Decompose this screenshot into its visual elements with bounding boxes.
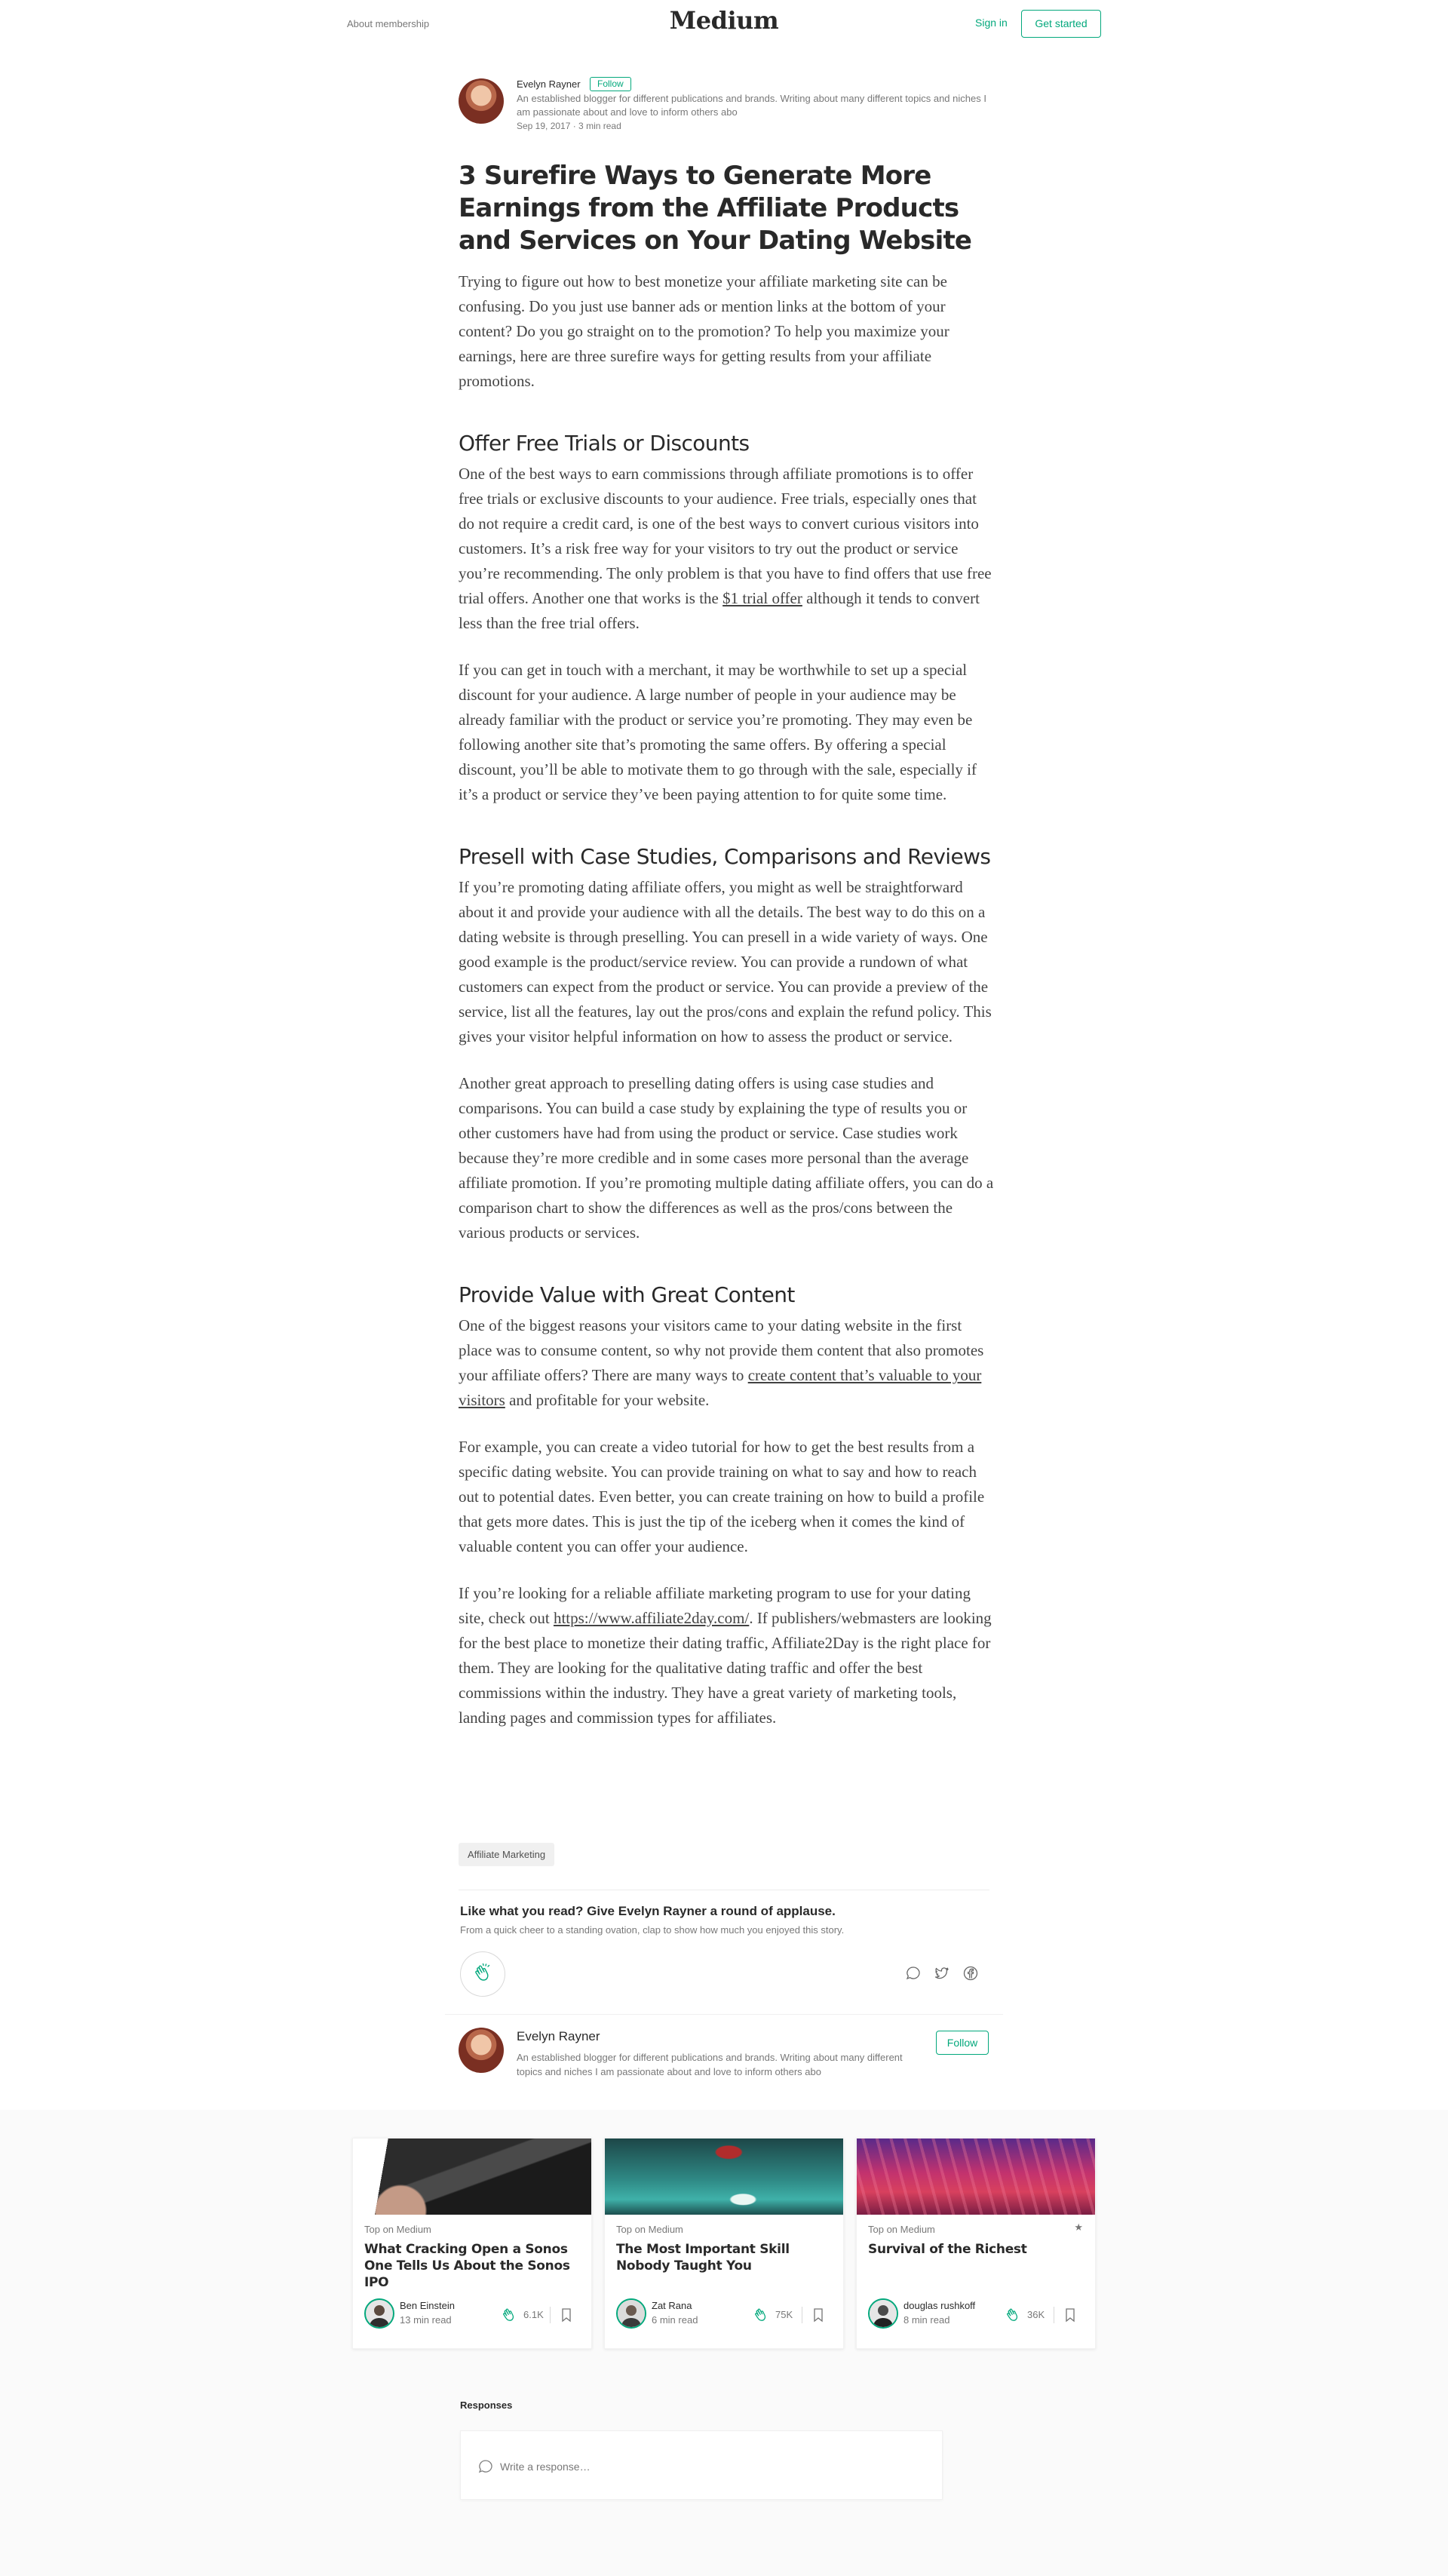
section-heading-1: Offer Free Trials or Discounts	[459, 431, 750, 456]
card-read-time: 13 min read	[400, 2314, 452, 2326]
follow-button[interactable]: Follow	[936, 2031, 989, 2055]
section-3-paragraph-2: For example, you can create a video tutorial for how to get the best results from a specific dating website. You can provide training on what to say and how to reach out to potential dates. Even better, you can create training on how to build a profile that gets more dates. This is just the tip of the iceberg when it comes the kind of valuable content you can offer your audience.	[459, 1438, 985, 1555]
author-name[interactable]: Evelyn Rayner	[517, 78, 581, 90]
story-card[interactable]	[856, 2138, 1096, 2349]
paragraph-text: One of the biggest reasons your visitors came to your dating website in the first place was to consume content, so why not provide them content that also promotes your affiliate offers? There are many ways to	[459, 1316, 984, 1384]
bookmark-icon[interactable]	[811, 2307, 825, 2326]
post-date-readtime: Sep 19, 2017 · 3 min read	[517, 121, 621, 131]
article-title: 3 Surefire Ways to Generate More Earnings from the Affiliate Products and Services on Your Dating Website	[459, 161, 972, 256]
card-author-avatar[interactable]	[868, 2298, 898, 2329]
section-1-paragraph-2: If you can get in touch with a merchant, it may be worthwhile to set up a special discount for your audience. A large number of people in your audience may be already familiar with the product or service you’re promoting. They may even be following another site that’s promoting the same offers. By offering a special discount, you’ll be able to motivate them to go through with the sale, especially if it’s a product or service they’ve been paying attention to for quite some time.	[459, 661, 977, 803]
article-body	[459, 160, 994, 1752]
clap-button[interactable]	[460, 1951, 505, 1997]
card-author-name[interactable]: douglas rushkoff	[903, 2300, 976, 2311]
section-heading-2: Presell with Case Studies, Comparisons and Reviews	[459, 844, 991, 869]
card-kicker: Top on Medium	[616, 2224, 683, 2235]
applause-subtitle: From a quick cheer to a standing ovation, clap to show how much you enjoyed this story.	[460, 1924, 845, 1936]
trial-offer-link[interactable]: $1 trial offer	[722, 589, 802, 607]
card-read-time: 6 min read	[652, 2314, 698, 2326]
author-header	[459, 78, 994, 139]
card-author-avatar[interactable]	[364, 2298, 394, 2329]
section-heading-3: Provide Value with Great Content	[459, 1282, 795, 1307]
share-icons	[903, 1963, 980, 1983]
facebook-icon[interactable]	[961, 1963, 980, 1983]
affiliate2day-link[interactable]: https://www.affiliate2day.com/	[553, 1609, 750, 1627]
clap-icon[interactable]	[500, 2306, 518, 2328]
section-3-paragraph-3	[459, 1581, 994, 1730]
separator	[550, 2307, 551, 2323]
bookmark-icon[interactable]	[560, 2307, 573, 2326]
section-1-paragraph-1	[459, 462, 994, 636]
author-footer-bio: An established blogger for different publications and brands. Writing about many different topics and niches I am passionate about and love to inform others abo	[517, 2052, 903, 2077]
paragraph-text: and profitable for your website.	[505, 1391, 710, 1409]
divider	[445, 2014, 1003, 2015]
author-avatar[interactable]	[459, 78, 504, 124]
sign-in-link[interactable]: Sign in	[975, 17, 1008, 29]
paragraph-text: . If publishers/webmasters are looking for the best place to monetize their dating traffic, Affiliate2Day is the right place for them. They are looking for the qualitative dating traffic and offer the best commissions within the industry. They have a great variety of marketing tools, landing pages and commission types for affiliates.	[459, 1609, 992, 1727]
card-clap-count: 36K	[1027, 2309, 1045, 2320]
card-kicker: Top on Medium	[364, 2224, 431, 2235]
clap-icon[interactable]	[1004, 2306, 1022, 2328]
card-clap-count: 75K	[775, 2309, 793, 2320]
write-response-box[interactable]	[460, 2430, 943, 2500]
member-star-icon: ★	[1074, 2221, 1083, 2233]
get-started-button[interactable]: Get started	[1021, 10, 1101, 38]
section-2-paragraph-1: If you’re promoting dating affiliate offers, you might as well be straightforward about it and provide your audience with all the details. The best way to do this on a dating website is through preselling. You can presell in a wide variety of ways. One good example is the product/service review. You can provide a rundown of what customers can expect from the product or service. You can provide a preview of the service, list all the features, lay out the pros/cons and explain the refund policy. This gives your visitor helpful information on how to assess the product or service.	[459, 878, 992, 1045]
comment-icon[interactable]	[903, 1963, 923, 1983]
author-footer-avatar[interactable]	[459, 2028, 504, 2073]
story-thumbnail	[605, 2138, 843, 2215]
write-response-placeholder[interactable]: Write a response…	[500, 2461, 591, 2473]
card-clap-count: 6.1K	[523, 2309, 544, 2320]
applause-title: Like what you read? Give Evelyn Rayner a round of applause.	[460, 1904, 836, 1918]
about-membership-link[interactable]: About membership	[347, 18, 430, 29]
paragraph-text: One of the best ways to earn commissions through affiliate promotions is to offer free trials or exclusive discounts to your audience. Free trials, especially ones that do not require a credit card, is one of the best ways to convert curious visitors into customers. It’s a risk free way for your visitors to try out the product or service you’re recommending. The only problem is that you have to find offers that use free trial offers. Another one that works is the	[459, 465, 992, 607]
responses-label: Responses	[460, 2399, 513, 2411]
paragraph-text: If you’re looking for a reliable affiliate marketing program to use for your dating site, check out	[459, 1584, 971, 1627]
card-author-avatar[interactable]	[616, 2298, 646, 2329]
follow-button-small[interactable]: Follow	[590, 77, 631, 91]
card-title[interactable]: Survival of the Richest	[868, 2242, 1027, 2257]
section-2-paragraph-2: Another great approach to preselling dating offers is using case studies and comparisons. You can build a case study by explaining the type of results you or other customers have had from using the product or service. Case studies work because they’re more credible and in some cases more personal than the average affiliate promotion. If you’re promoting multiple dating affiliate offers, you can do a comparison chart to show the differences as well as the pros/cons between the various products or services.	[459, 1074, 994, 1242]
tag-affiliate-marketing[interactable]: Affiliate Marketing	[459, 1843, 554, 1866]
top-nav	[0, 0, 1448, 47]
author-footer-name[interactable]: Evelyn Rayner	[517, 2029, 600, 2043]
story-thumbnail	[857, 2138, 1095, 2215]
card-author-name[interactable]: Zat Rana	[652, 2300, 692, 2311]
card-title[interactable]: What Cracking Open a Sonos One Tells Us About the Sonos IPO	[364, 2242, 570, 2290]
medium-logo[interactable]: Medium	[669, 6, 779, 35]
card-title[interactable]: The Most Important Skill Nobody Taught You	[616, 2242, 790, 2274]
section-3-paragraph-1	[459, 1313, 994, 1413]
clap-icon[interactable]	[752, 2306, 770, 2328]
twitter-icon[interactable]	[932, 1963, 952, 1983]
author-footer	[459, 2028, 994, 2095]
article-intro: Trying to figure out how to best monetize your affiliate marketing site can be confusing. Do you just use banner ads or mention links at the bottom of your content? Do you go straight on to the promotion? To help you maximize your earnings, here are three surefire ways for getting results from your affiliate promotions.	[459, 272, 949, 390]
story-card[interactable]	[352, 2138, 592, 2349]
paragraph-text: although it tends to convert less than the free trial offers.	[459, 589, 980, 632]
clap-icon	[471, 1962, 494, 1987]
comment-icon	[477, 2458, 494, 2479]
bookmark-icon[interactable]	[1063, 2307, 1077, 2326]
card-kicker: Top on Medium	[868, 2224, 935, 2235]
story-thumbnail	[353, 2138, 591, 2215]
card-author-name[interactable]: Ben Einstein	[400, 2300, 455, 2311]
create-content-link[interactable]: create content that’s valuable to your visitors	[459, 1366, 982, 1409]
author-bio: An established blogger for different publications and brands. Writing about many different topics and niches I am passionate about and love to inform others abo	[517, 93, 986, 118]
card-read-time: 8 min read	[903, 2314, 950, 2326]
story-card[interactable]	[604, 2138, 844, 2349]
recommendations-area	[0, 2110, 1448, 2576]
